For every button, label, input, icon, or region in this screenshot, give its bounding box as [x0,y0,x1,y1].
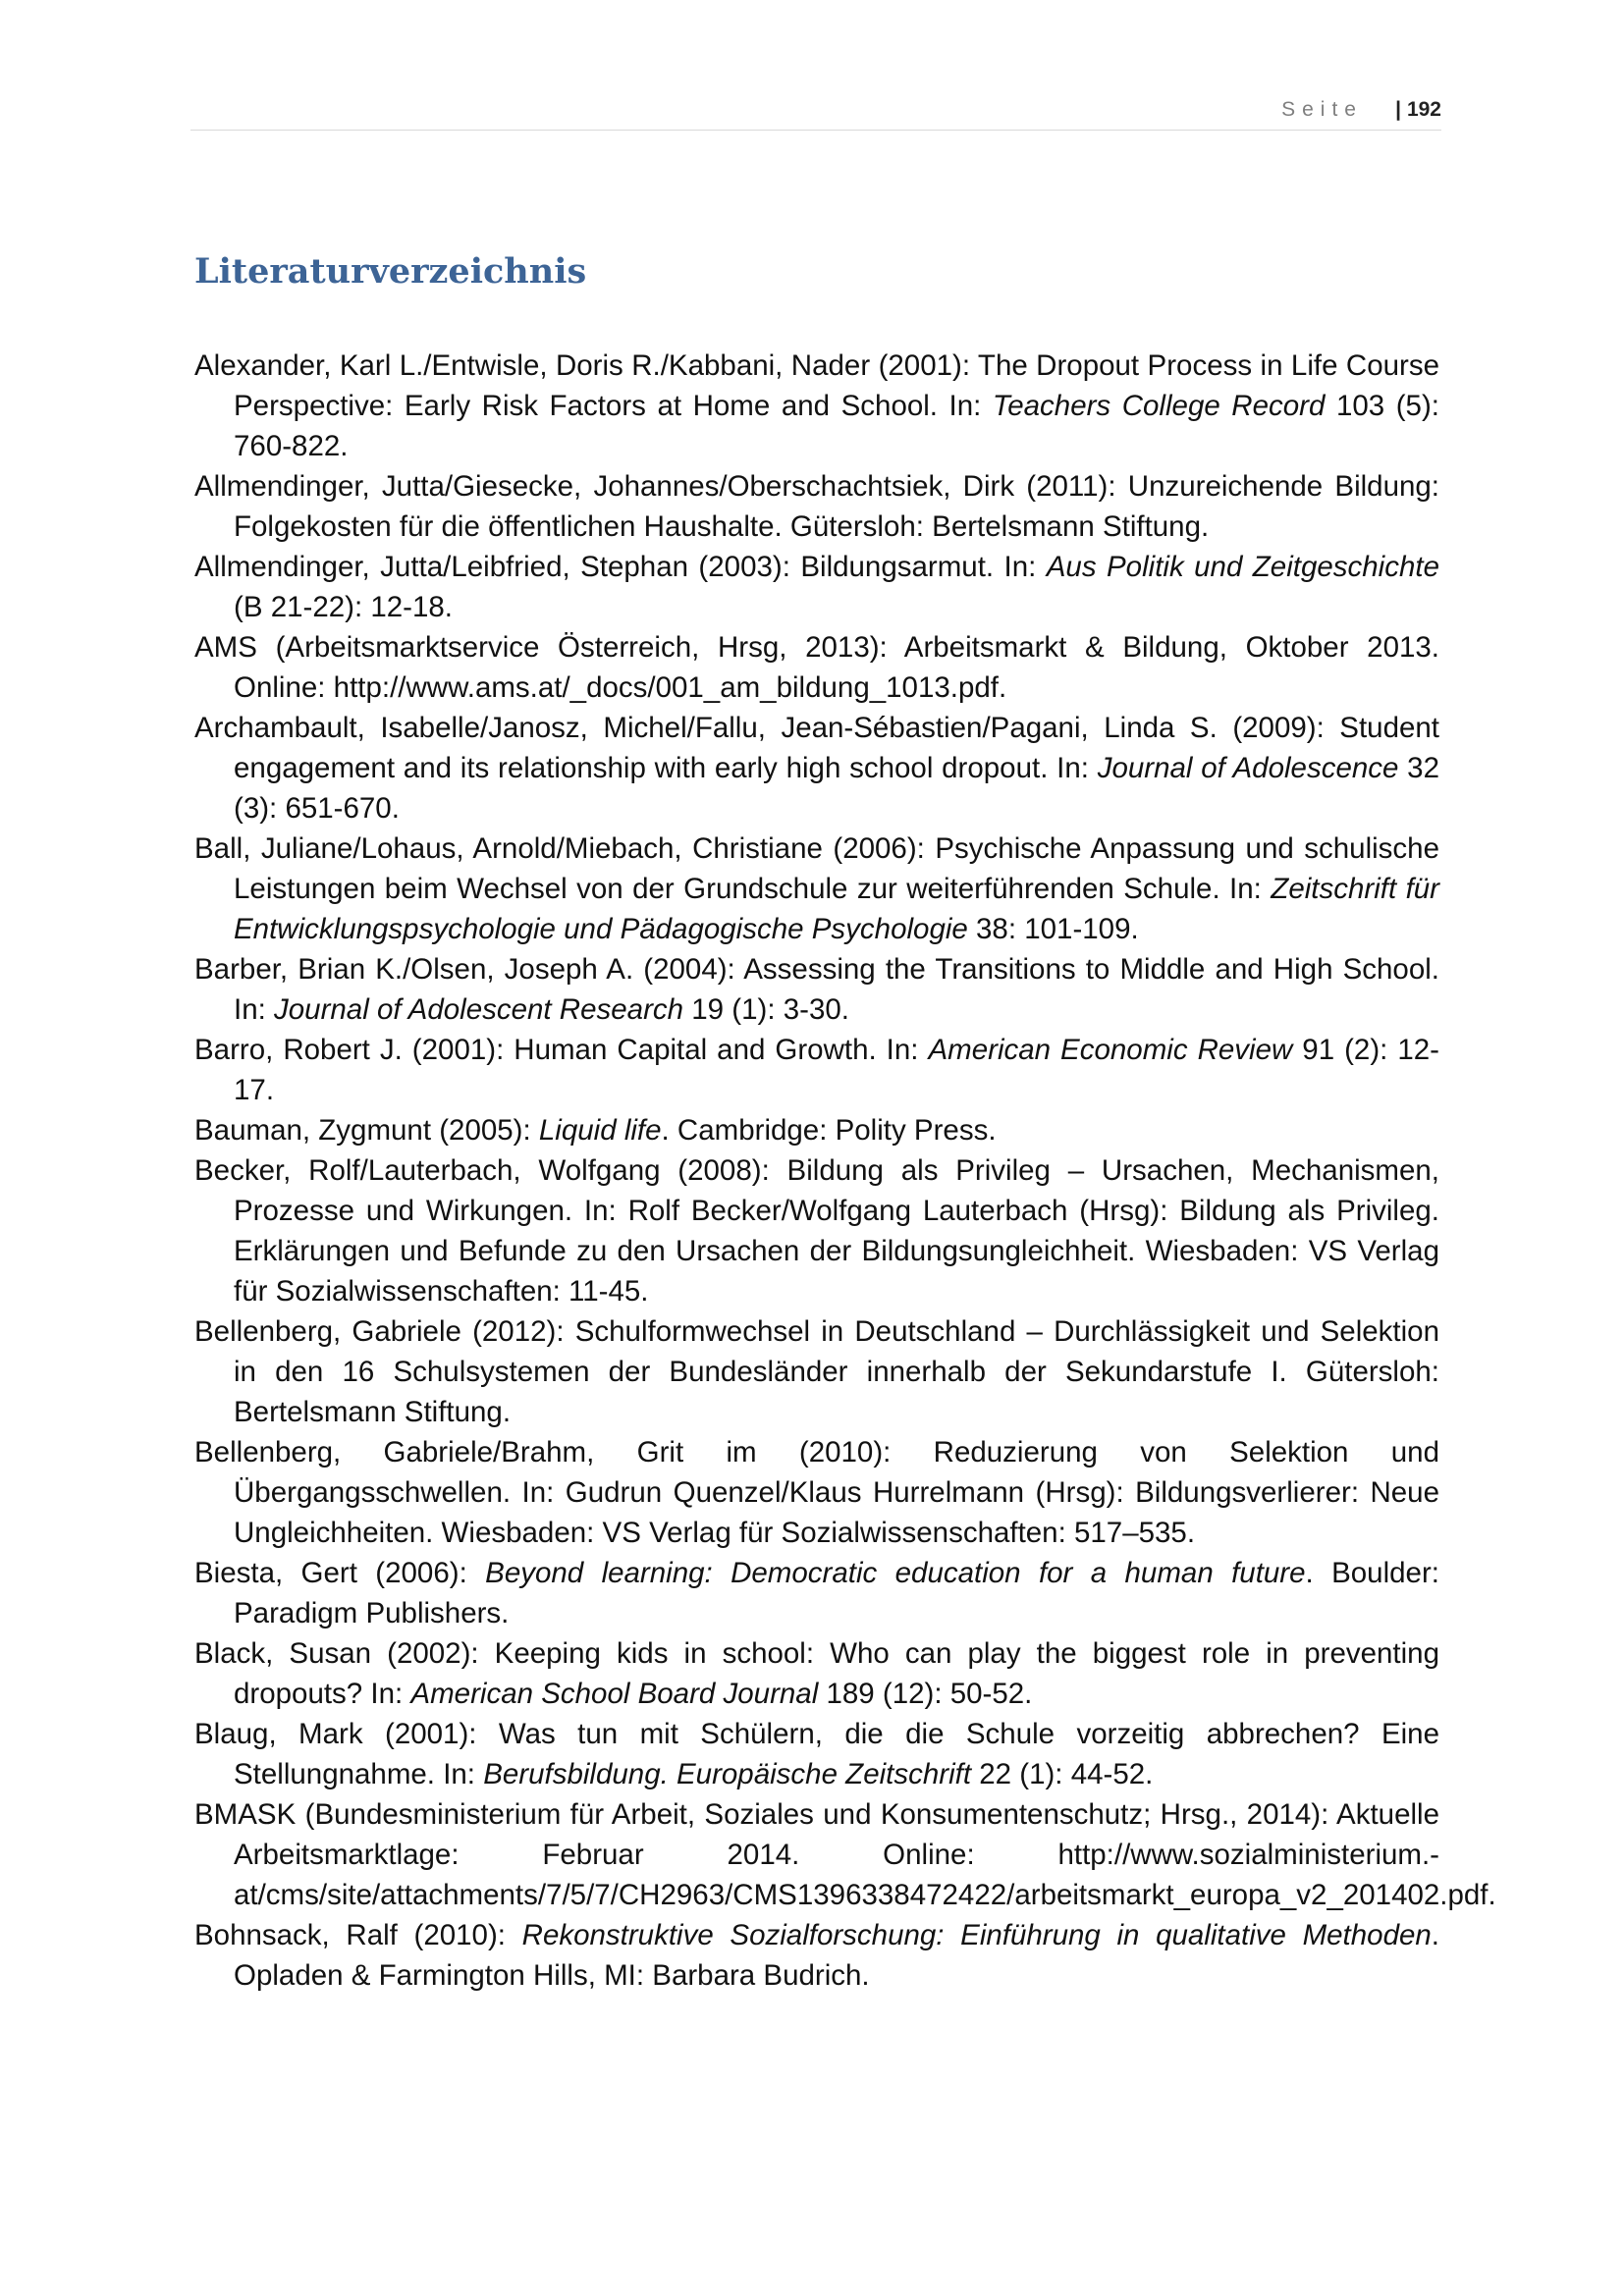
reference-entry: Bellenberg, Gabriele (2012): Schulformwechsel in Deutschland – Durchlässigkeit und Selektion in den 16 Schulsystemen der Bundesländer innerhalb der Sekundarstufe I. Gütersloh: Bertelsmann Stiftung. [194,1315,1439,1428]
reference-entry: Bellenberg, Gabriele/Brahm, Grit im (2010): Reduzierung von Selektion und Übergangsschwellen. In: Gudrun Quenzel/Klaus Hurrelmann (Hrsg): Bildungsverlierer: Neue Ungleichheiten. Wiesbaden: VS Verlag für Sozialwissenschaften: 517–535. [194,1436,1439,1549]
reference-entry: Blaug, Mark (2001): Was tun mit Schülern, die die Schule vorzeitig abbrechen? Eine Stellungnahme. In: Berufsbildung. Europäische Zeitschrift 22 (1): 44-52. [194,1718,1439,1790]
reference-entry: BMASK (Bundesministerium für Arbeit, Soziales und Konsumentenschutz; Hrsg., 2014): Aktuelle Arbeitsmarktlage: Februar 2014. Online: http://www.sozialministerium.-at/cms/site/attachments/7/5/7/CH2963/CMS1396338472422/arbeitsmarkt_europa_v2_201402.pdf. [194,1798,1496,1911]
reference-entry: Barro, Robert J. (2001): Human Capital and Growth. In: American Economic Review 91 (2): 12-17. [194,1034,1439,1106]
reference-entry: Biesta, Gert (2006): Beyond learning: Democratic education for a human future. Boulder: Paradigm Publishers. [194,1557,1439,1629]
page-number [1395,98,1441,122]
page-header [190,94,1441,131]
reference-list [194,346,1496,1996]
page-number-value: 192 [1406,98,1441,121]
page-label: Seite [1281,98,1363,121]
reference-entry: Becker, Rolf/Lauterbach, Wolfgang (2008): Bildung als Privileg – Ursachen, Mechanismen, Prozesse und Wirkungen. In: Rolf Becker/Wolfgang Lauterbach (Hrsg): Bildung als Privileg. Erklärungen und Befunde zu den Ursachen der Bildungsungleichheit. Wiesbaden: VS Verlag für Sozialwissenschaften: 11-45. [194,1154,1439,1308]
section-title: Literaturverzeichnis [194,251,587,292]
reference-entry: Alexander, Karl L./Entwisle, Doris R./Kabbani, Nader (2001): The Dropout Process in Life Course Perspective: Early Risk Factors at Home and School. In: Teachers College Record 103 (5): 760-822. [194,349,1439,462]
reference-entry: Allmendinger, Jutta/Giesecke, Johannes/Oberschachtsiek, Dirk (2011): Unzureichende Bildung: Folgekosten für die öffentlichen Haushalte. Gütersloh: Bertelsmann Stiftung. [194,470,1439,543]
reference-entry: Allmendinger, Jutta/Leibfried, Stephan (2003): Bildungsarmut. In: Aus Politik und Zeitgeschichte (B 21-22): 12-18. [194,551,1439,623]
reference-entry: Black, Susan (2002): Keeping kids in school: Who can play the biggest role in preventing dropouts? In: American School Board Journal 189 (12): 50-52. [194,1637,1439,1710]
reference-entry: Ball, Juliane/Lohaus, Arnold/Miebach, Christiane (2006): Psychische Anpassung und schulische Leistungen beim Wechsel von der Grundschule zur weiterführenden Schule. In: Zeitschrift für Entwicklungspsychologie und Pädagogische Psychologie 38: 101-109. [194,832,1439,945]
reference-entry: Bauman, Zygmunt (2005): Liquid life. Cambridge: Polity Press. [194,1114,997,1147]
reference-entry: Barber, Brian K./Olsen, Joseph A. (2004): Assessing the Transitions to Middle and High School. In: Journal of Adolescent Research 19 (1): 3-30. [194,953,1439,1026]
header-separator: | [1395,98,1401,121]
reference-entry: Archambault, Isabelle/Janosz, Michel/Fallu, Jean-Sébastien/Pagani, Linda S. (2009): Student engagement and its relationship with early high school dropout. In: Journal of Adolescence 32 (3): 651-670. [194,712,1439,825]
reference-entry: Bohnsack, Ralf (2010): Rekonstruktive Sozialforschung: Einführung in qualitative Methoden. Opladen & Farmington Hills, MI: Barbara Budrich. [194,1919,1439,1992]
reference-entry: AMS (Arbeitsmarktservice Österreich, Hrsg, 2013): Arbeitsmarkt & Bildung, Oktober 2013. Online: http://www.ams.at/_docs/001_am_bildung_1013.pdf. [194,631,1439,704]
